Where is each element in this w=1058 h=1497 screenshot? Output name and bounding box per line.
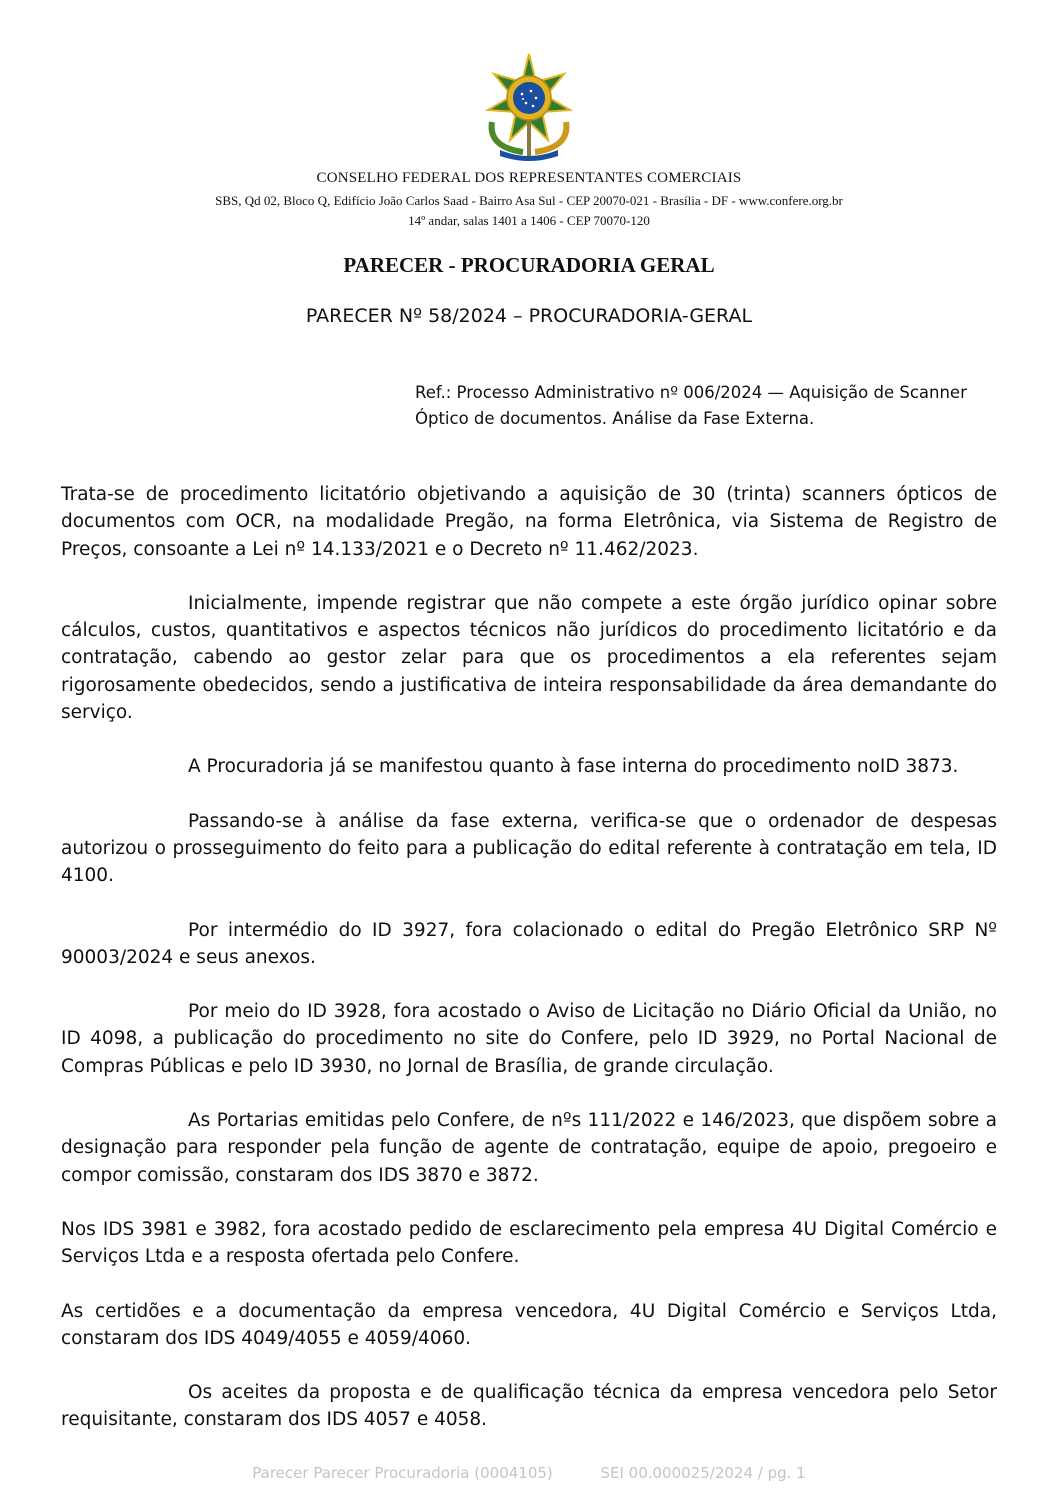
reference-block: Ref.: Processo Administrativo nº 006/2024 — Aquisição de Scanner Óptico de documentos. Análise da Fase Externa. — [415, 383, 967, 428]
document-number: PARECER Nº 58/2024 – PROCURADORIA-GERAL — [305, 305, 753, 327]
document-body — [61, 481, 997, 1434]
paragraph: Trata-se de procedimento licitatório objetivando a aquisição de 30 (trinta) scanners ópticos de documentos com OCR, na modalidade Pregão, na forma Eletrônica, via Sistema de Registro de Preços, consoante a Lei nº 14.133/2021 e o Decreto nº 11.462/2023. — [61, 484, 997, 560]
footer-process-page: SEI 00.000025/2024 / pg. 1 — [600, 1464, 806, 1482]
paragraph: Por meio do ID 3928, fora acostado o Aviso de Licitação no Diário Oficial da União, no ID 4098, a publicação do procedimento no site do Confere, pelo ID 3929, no Portal Nacional de Compras Públicas e pelo ID 3930, no Jornal de Brasília, de grande circulação. — [61, 1001, 997, 1077]
paragraph: As Portarias emitidas pelo Confere, de nºs 111/2022 e 146/2023, que dispõem sobre a designação para responder pela função de agente de contratação, equipe de apoio, pregoeiro e compor comissão, constaram dos IDS 3870 e 3872. — [61, 1110, 997, 1186]
organization-address: SBS, Qd 02, Bloco Q, Edifício João Carlos Saad - Bairro Asa Sul - CEP 20070-021 - Brasília - DF - www.confere.org.br — [215, 193, 843, 208]
paragraph: Os aceites da proposta e de qualificação técnica da empresa vencedora pelo Setor requisitante, constaram dos IDS 4057 e 4058. — [61, 1382, 997, 1431]
paragraph: Nos IDS 3981 e 3982, fora acostado pedido de esclarecimento pela empresa 4U Digital Comércio e Serviços Ltda e a resposta ofertada pelo Confere. — [61, 1218, 997, 1268]
paragraph: A Procuradoria já se manifestou quanto à fase interna do procedimento noID 3873. — [188, 756, 959, 778]
coat-of-arms-emblem — [478, 52, 580, 164]
footer-document-id: Parecer Parecer Procuradoria (0004105) — [252, 1464, 553, 1482]
organization-address-floor: 14º andar, salas 1401 a 1406 - CEP 70070-120 — [408, 213, 650, 228]
paragraph: Por intermédio do ID 3927, fora colacionado o edital do Pregão Eletrônico SRP Nº 90003/2024 e seus anexos. — [61, 919, 997, 968]
document-title: PARECER - PROCURADORIA GERAL — [343, 253, 715, 277]
organization-name: CONSELHO FEDERAL DOS REPRESENTANTES COMERCIAIS — [316, 170, 742, 186]
page-footer — [0, 1464, 1058, 1482]
paragraph: Passando-se à análise da fase externa, verifica-se que o ordenador de despesas autorizou o prosseguimento do feito para a publicação do edital referente à contratação em tela, ID 4100. — [61, 810, 997, 887]
paragraph: As certidões e a documentação da empresa vencedora, 4U Digital Comércio e Serviços Ltda, constaram dos IDS 4049/4055 e 4059/4060. — [61, 1300, 997, 1349]
paragraph: Inicialmente, impende registrar que não compete a este órgão jurídico opinar sobre cálculos, custos, quantitativos e aspectos técnicos não jurídicos do procedimento licitatório e da contratação, cabendo ao gestor zelar para que os procedimentos a ela referentes sejam rigorosamente obedecidos, sendo a justificativa de inteira responsabilidade da área demandante do serviço. — [61, 592, 997, 724]
